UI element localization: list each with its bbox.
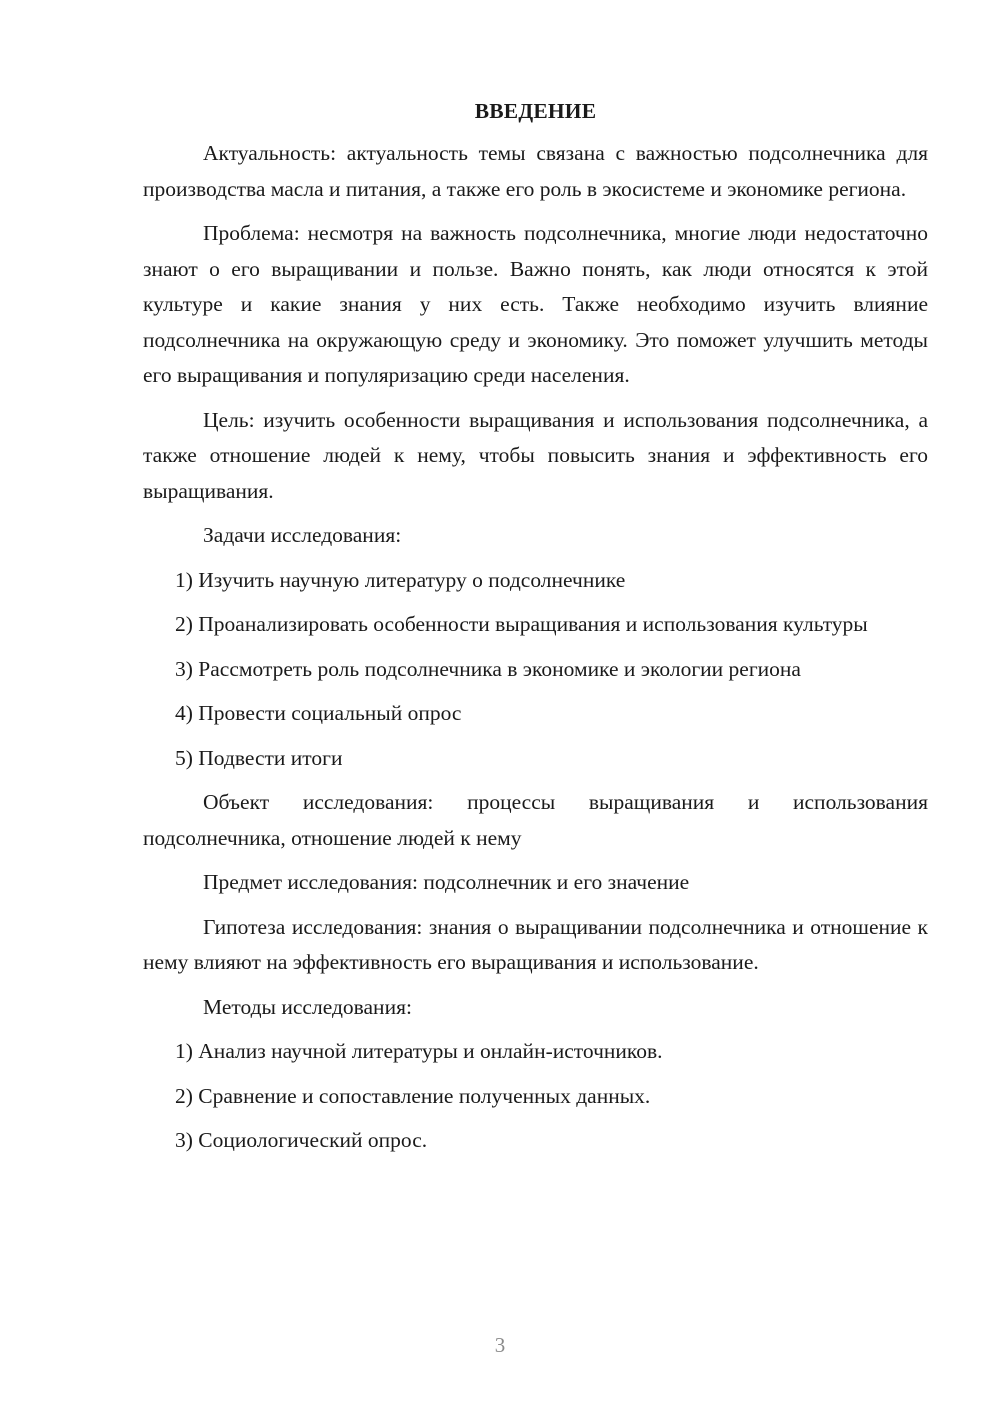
methods-list	[143, 1034, 928, 1159]
subject-paragraph: Предмет исследования: подсолнечник и его значение	[203, 870, 690, 894]
object-paragraph: Объект исследования: процессы выращивания и использования подсолнечника, отношение людей к нему	[143, 790, 928, 850]
list-item: 1) Изучить научную литературу о подсолнечнике	[175, 567, 626, 592]
problem-paragraph: Проблема: несмотря на важность подсолнечника, многие люди недостаточно знают о его выращивании и пользе. Важно понять, как люди относятся к этой культуре и какие знания у них есть. Также необходимо изучить влияние подсолнечника на окружающую среду и экономику. Это поможет улучшить методы его выращивания и популяризацию среди населения.	[143, 221, 928, 387]
page-number: 3	[494, 1333, 506, 1357]
relevance-paragraph: Актуальность: актуальность темы связана с важностью подсолнечника для производства масла и питания, а также его роль в экосистеме и экономике региона.	[143, 141, 928, 201]
methods-heading: Методы исследования:	[203, 994, 412, 1019]
tasks-heading: Задачи исследования:	[203, 523, 402, 547]
list-item: 2) Сравнение и сопоставление полученных данных.	[175, 1083, 651, 1108]
list-item: 3) Социологический опрос.	[175, 1128, 428, 1152]
page-title: ВВЕДЕНИЕ	[474, 99, 597, 123]
list-item: 2) Проанализировать особенности выращивания и использования культуры	[175, 612, 868, 636]
hypothesis-paragraph: Гипотеза исследования: знания о выращивании подсолнечника и отношение к нему влияют на эффективность его выращивания и использование.	[143, 914, 928, 974]
list-item: 5) Подвести итоги	[175, 745, 343, 770]
goal-paragraph: Цель: изучить особенности выращивания и использования подсолнечника, а также отношение людей к нему, чтобы повысить знания и эффективность его выращивания.	[143, 407, 928, 503]
list-item: 1) Анализ научной литературы и онлайн-источников.	[175, 1039, 663, 1063]
list-item: 3) Рассмотреть роль подсолнечника в экономике и экологии региона	[175, 656, 801, 681]
list-item: 4) Провести социальный опрос	[175, 701, 462, 725]
tasks-list	[143, 563, 928, 777]
page-content	[143, 94, 928, 1168]
